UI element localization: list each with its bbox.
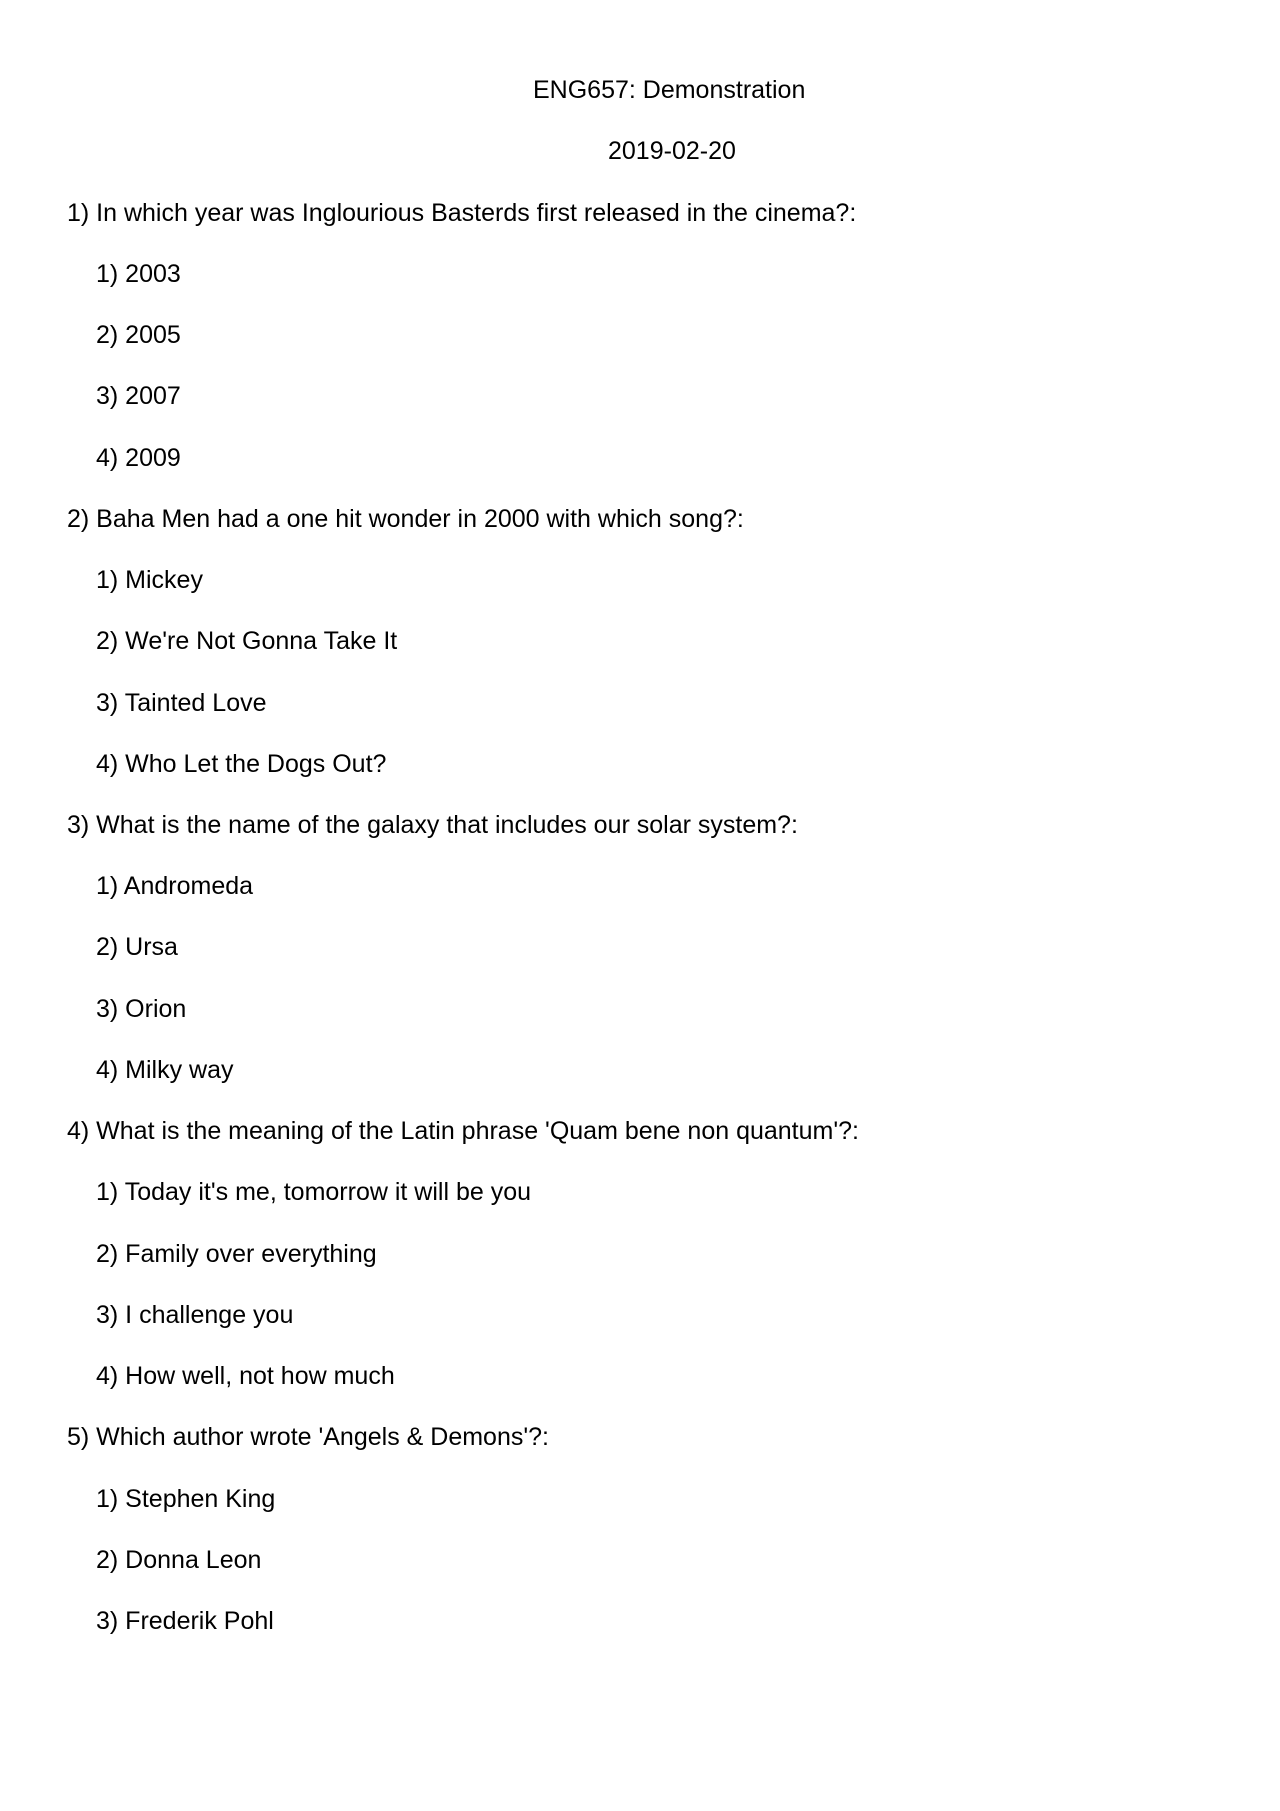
question-3-option-2: 2) Ursa — [96, 933, 178, 961]
question-3-option-3: 3) Orion — [96, 995, 187, 1023]
question-3-option-1: 1) Andromeda — [96, 872, 254, 900]
question-2-option-1: 1) Mickey — [96, 566, 203, 594]
question-1-option-3: 3) 2007 — [96, 382, 181, 410]
question-1-option-4: 4) 2009 — [96, 444, 181, 472]
question-2-option-2: 2) We're Not Gonna Take It — [96, 627, 398, 655]
question-2-option-3: 3) Tainted Love — [96, 689, 267, 717]
question-4: 4) What is the meaning of the Latin phrase 'Quam bene non quantum'?: — [67, 1117, 859, 1145]
question-1-option-1: 1) 2003 — [96, 260, 181, 288]
question-5-option-3: 3) Frederik Pohl — [96, 1607, 274, 1635]
question-5-option-2: 2) Donna Leon — [96, 1546, 262, 1574]
question-4-option-4: 4) How well, not how much — [96, 1362, 395, 1390]
question-5-option-1: 1) Stephen King — [96, 1485, 276, 1513]
document-title: ENG657: Demonstration — [533, 76, 806, 104]
question-2: 2) Baha Men had a one hit wonder in 2000 with which song?: — [67, 505, 744, 533]
question-4-option-2: 2) Family over everything — [96, 1240, 377, 1268]
document-date: 2019-02-20 — [608, 137, 736, 165]
question-1-option-2: 2) 2005 — [96, 321, 181, 349]
question-3: 3) What is the name of the galaxy that includes our solar system?: — [67, 811, 798, 839]
question-3-option-4: 4) Milky way — [96, 1056, 234, 1084]
question-2-option-4: 4) Who Let the Dogs Out? — [96, 750, 387, 778]
question-4-option-1: 1) Today it's me, tomorrow it will be you — [96, 1178, 532, 1206]
question-5: 5) Which author wrote 'Angels & Demons'?: — [67, 1423, 549, 1451]
question-1: 1) In which year was Inglourious Basterds first released in the cinema?: — [67, 199, 857, 227]
question-4-option-3: 3) I challenge you — [96, 1301, 294, 1329]
